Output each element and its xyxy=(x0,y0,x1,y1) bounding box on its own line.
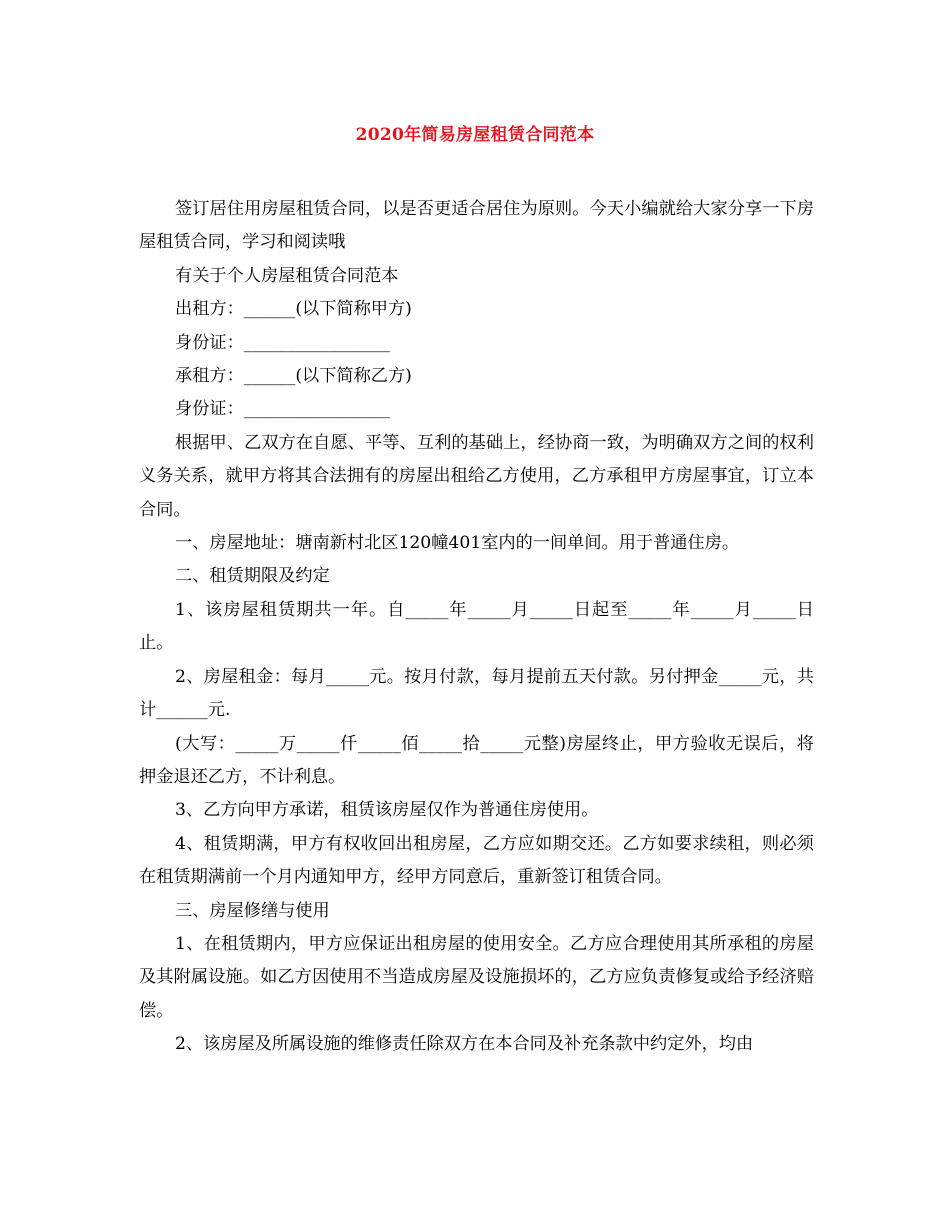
paragraph-usage: 3、乙方向甲方承诺，租赁该房屋仅作为普通住房使用。 xyxy=(175,800,599,821)
section-heading-repair: 三、房屋修缮与使用 xyxy=(175,900,330,921)
paragraph-maintenance: 2、该房屋及所属设施的维修责任除双方在本合同及补充条款中约定外，均由 xyxy=(175,1034,754,1055)
paragraph-lessee-id: 身份证：_________________ xyxy=(175,399,390,420)
paragraph-lessor: 出租方：______(以下简称甲方) xyxy=(175,299,412,320)
paragraph-term: 1、该房屋租赁期共一年。自_____年_____月_____日起至_____年_____月_____日止。 xyxy=(139,599,814,654)
paragraph-intro: 签订居住用房屋租赁合同，以是否更适合居住为原则。今天小编就给大家分享一下房屋租赁合同，学习和阅读哦 xyxy=(139,199,814,253)
paragraph-address: 一、房屋地址：塘南新村北区120幢401室内的一间单间。用于普通住房。 xyxy=(175,533,740,554)
document-title: 2020年简易房屋租赁合同范本 xyxy=(355,125,595,145)
paragraph-deposit: (大写：_____万_____仟_____佰_____拾_____元整)房屋终止，甲方验收无误后，将押金退还乙方，不计利息。 xyxy=(139,733,814,787)
section-heading-term: 二、租赁期限及约定 xyxy=(175,566,330,587)
paragraph-renewal: 4、租赁期满，甲方有权收回出租房屋，乙方应如期交还。乙方如要求续租，则必须在租赁期满前一个月内通知甲方，经甲方同意后，重新签订租赁合同。 xyxy=(139,833,814,888)
paragraph-lessee: 承租方：______(以下简称乙方) xyxy=(175,366,412,387)
paragraph-subtitle: 有关于个人房屋租赁合同范本 xyxy=(175,265,399,286)
paragraph-lessor-id: 身份证：_________________ xyxy=(175,332,390,353)
paragraph-preamble: 根据甲、乙双方在自愿、平等、互利的基础上，经协商一致，为明确双方之间的权利义务关系，就甲方将其合法拥有的房屋出租给乙方使用，乙方承租甲方房屋事宜，订立本合同。 xyxy=(139,432,814,520)
document-body xyxy=(139,193,814,1062)
paragraph-safety: 1、在租赁期内，甲方应保证出租房屋的使用安全。乙方应合理使用其所承租的房屋及其附属设施。如乙方因使用不当造成房屋及设施损坏的，乙方应负责修复或给予经济赔偿。 xyxy=(139,933,814,1021)
paragraph-rent: 2、房屋租金：每月_____元。按月付款，每月提前五天付款。另付押金_____元，共计______元. xyxy=(139,666,814,721)
